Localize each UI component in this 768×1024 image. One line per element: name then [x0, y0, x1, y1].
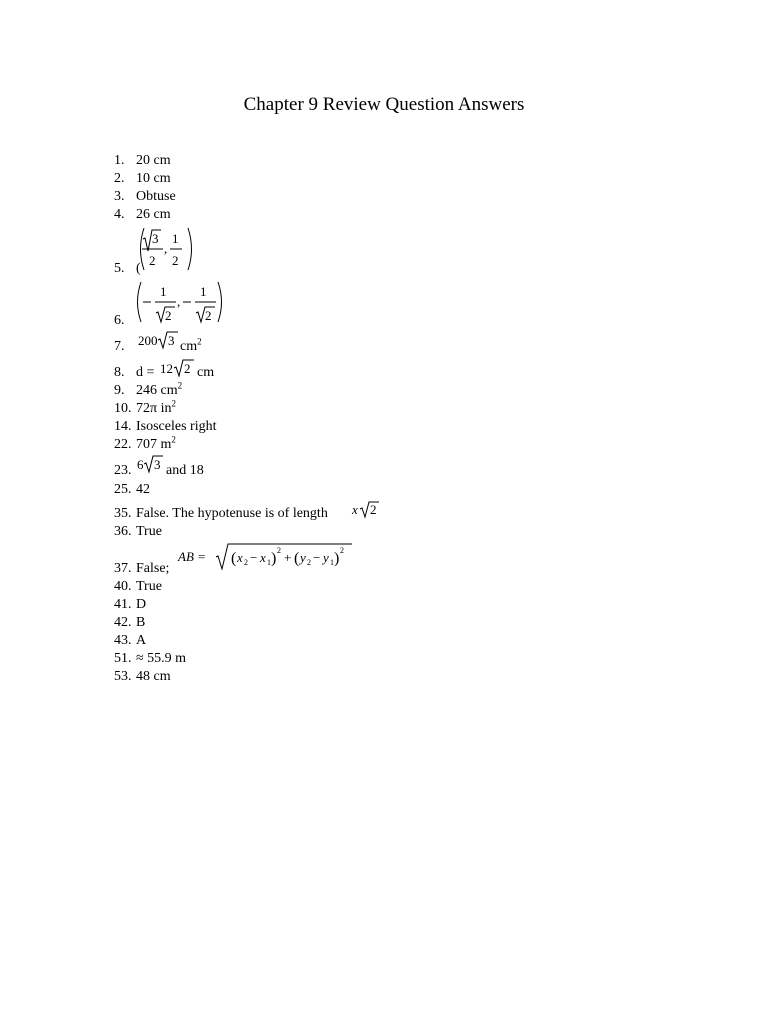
- answer-row-3: [114, 188, 176, 206]
- svg-text:(: (: [294, 550, 300, 567]
- svg-text:1: 1: [330, 558, 334, 567]
- svg-text:(: (: [231, 550, 237, 567]
- answer-text: 707 m: [136, 437, 172, 452]
- answer-number: 9.: [114, 383, 125, 398]
- answer-row-22: [114, 436, 176, 454]
- q5-denominator: 2: [149, 253, 156, 268]
- svg-text:y: y: [323, 550, 329, 565]
- q35-radicand: 2: [370, 502, 377, 517]
- page-title: Chapter 9 Review Question Answers: [243, 94, 525, 115]
- answer-number: 6.: [114, 313, 125, 328]
- answer-number: 53.: [114, 669, 132, 684]
- answer-text: cm: [180, 339, 198, 354]
- answer-number: 51.: [114, 651, 132, 666]
- answer-row-37: [114, 560, 169, 578]
- superscript: 2: [171, 398, 176, 409]
- q7-radicand: 3: [168, 333, 175, 348]
- answer-number: 4.: [114, 207, 125, 222]
- superscript: 2: [171, 434, 176, 445]
- answer-number: 40.: [114, 579, 132, 594]
- q8-coefficient: 12: [160, 361, 173, 376]
- answer-text: 48 cm: [136, 669, 171, 684]
- svg-text:): ): [271, 550, 277, 567]
- superscript: 2: [197, 336, 202, 347]
- svg-text:,: ,: [164, 241, 168, 256]
- answer-row-9: [114, 382, 182, 400]
- q5-radicand: 3: [152, 231, 159, 246]
- svg-text:y: y: [300, 550, 306, 565]
- answer-text: 26 cm: [136, 207, 171, 222]
- answer-row-51: [114, 650, 186, 668]
- answer-8-radical: [158, 358, 198, 378]
- svg-text:−: −: [250, 550, 258, 565]
- answer-row-4: [114, 206, 171, 224]
- svg-text:x: x: [237, 550, 243, 565]
- answer-text: True: [136, 524, 162, 539]
- svg-text:,: ,: [177, 294, 181, 309]
- answer-text: Obtuse: [136, 189, 176, 204]
- svg-text:): ): [334, 550, 340, 567]
- answer-row-43: [114, 632, 146, 650]
- answer-text: 10 cm: [136, 171, 171, 186]
- answer-row-41: [114, 596, 146, 614]
- answer-text: (: [136, 261, 141, 276]
- answer-8-unit: cm: [197, 365, 215, 380]
- q6-numerator-2: 1: [200, 284, 207, 299]
- answer-35-radical: [350, 500, 382, 520]
- answer-row-35: [114, 505, 328, 523]
- svg-text:2: 2: [340, 546, 344, 555]
- answer-text: D: [136, 597, 147, 612]
- svg-text:1: 1: [267, 558, 271, 567]
- q23-coefficient: 6: [137, 457, 144, 472]
- q6-radicand-2: 2: [205, 308, 212, 323]
- answer-number: 5.: [114, 261, 125, 276]
- answer-37-distance-formula: [176, 542, 356, 570]
- answer-row-25: [114, 481, 150, 499]
- answer-6-coordinate-pair: [134, 280, 228, 326]
- answer-text: 42: [136, 482, 150, 497]
- answer-number: 2.: [114, 171, 125, 186]
- answer-text: Isosceles right: [136, 419, 217, 434]
- answer-row-14: [114, 418, 216, 436]
- answer-number: 35.: [114, 506, 132, 521]
- answer-number: 22.: [114, 437, 132, 452]
- answer-row-40: [114, 578, 162, 596]
- answer-text: A: [136, 633, 147, 648]
- q8-radicand: 2: [184, 361, 191, 376]
- answer-row-23: [114, 462, 204, 480]
- answer-number: 10.: [114, 401, 132, 416]
- answer-number: 7.: [114, 339, 125, 354]
- answer-number: 36.: [114, 524, 132, 539]
- answer-row-42: [114, 614, 145, 632]
- q6-radicand: 2: [165, 308, 172, 323]
- answer-number: 25.: [114, 482, 132, 497]
- answer-number: 23.: [114, 463, 132, 478]
- answer-number: 43.: [114, 633, 132, 648]
- answer-row-53: [114, 668, 171, 686]
- answer-text: True: [136, 579, 162, 594]
- answer-text: 20 cm: [136, 153, 171, 168]
- answer-text: 246 cm: [136, 383, 178, 398]
- answer-text: d =: [136, 365, 155, 380]
- svg-text:−: −: [313, 550, 321, 565]
- answer-text: and 18: [166, 463, 204, 478]
- answer-text: False;: [136, 561, 170, 576]
- q23-radicand: 3: [154, 457, 161, 472]
- answer-row-1: [114, 152, 171, 170]
- answer-text: ≈ 55.9 m: [136, 651, 187, 666]
- answer-5-coordinate-pair: [136, 225, 200, 273]
- answer-number: 8.: [114, 365, 125, 380]
- q6-numerator: 1: [160, 284, 167, 299]
- q7-coefficient: 200: [138, 333, 158, 348]
- answer-text: B: [136, 615, 146, 630]
- answer-number: 42.: [114, 615, 132, 630]
- answer-row-36: [114, 523, 162, 541]
- answer-number: 3.: [114, 189, 125, 204]
- svg-text:2: 2: [244, 558, 248, 567]
- answer-row-10: [114, 400, 176, 418]
- answer-text: False. The hypotenuse is of length: [136, 506, 328, 521]
- q5-denominator-2: 2: [172, 253, 179, 268]
- answer-text: 72π in: [136, 401, 172, 416]
- q35-variable: x: [352, 502, 358, 517]
- svg-text:+: +: [284, 550, 292, 565]
- q37-lhs: AB =: [178, 549, 206, 564]
- q5-numerator: 1: [172, 231, 179, 246]
- svg-text:2: 2: [307, 558, 311, 567]
- answer-number: 1.: [114, 153, 125, 168]
- svg-text:2: 2: [277, 546, 281, 555]
- answer-row-2: [114, 170, 171, 188]
- answer-number: 41.: [114, 597, 132, 612]
- superscript: 2: [177, 380, 183, 391]
- svg-text:x: x: [260, 550, 266, 565]
- answer-row-5: [114, 260, 141, 278]
- answer-row-7: [114, 338, 202, 356]
- answer-row-6: [114, 312, 136, 330]
- answer-number: 14.: [114, 419, 132, 434]
- answer-number: 37.: [114, 561, 132, 576]
- answer-row-8: [114, 364, 154, 382]
